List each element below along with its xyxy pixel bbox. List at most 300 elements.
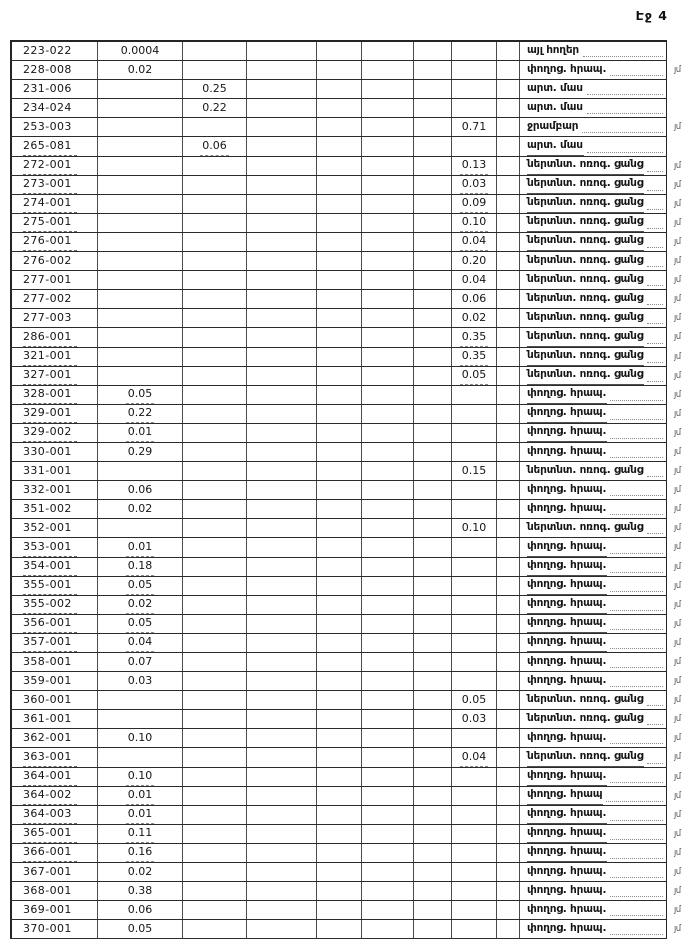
table-row <box>10 653 681 672</box>
value-cell-col2 <box>98 768 183 786</box>
dotted-leader <box>610 453 663 458</box>
value-cell-col3 <box>183 309 247 327</box>
value-cell-col4 <box>247 519 317 537</box>
dotted-leader <box>647 358 663 363</box>
value-cell-col6 <box>362 538 414 556</box>
value-cell-col5 <box>317 195 362 213</box>
value-cell-col4 <box>247 252 317 270</box>
value-cell-col9 <box>497 481 520 499</box>
parcel-code: 328-001 <box>23 386 77 404</box>
value-cell-col6 <box>362 348 414 366</box>
area-value: 0.06 <box>460 290 489 308</box>
table-row <box>10 252 681 271</box>
parcel-code: 357-001 <box>23 634 77 652</box>
parcel-code-cell <box>10 252 98 270</box>
value-cell-col3 <box>183 290 247 308</box>
value-cell-col2 <box>98 348 183 366</box>
margin-mark: յմ <box>674 313 681 324</box>
margin-mark: յմ <box>674 580 681 591</box>
value-cell-col7 <box>414 672 452 690</box>
parcel-code-cell <box>10 768 98 786</box>
land-use-text: ներտնտ. ոռոգ. ցանց <box>527 157 644 175</box>
margin-mark: յմ <box>674 695 681 706</box>
value-cell-col2 <box>98 844 183 862</box>
land-use-cell <box>520 233 667 251</box>
value-cell-col5 <box>317 176 362 194</box>
land-use-cell <box>520 596 667 614</box>
value-cell-col9 <box>497 99 520 117</box>
parcel-code-cell <box>10 386 98 404</box>
margin-mark: յմ <box>674 408 681 419</box>
parcel-code: 332-001 <box>23 481 77 499</box>
value-cell-col3 <box>183 844 247 862</box>
land-use-cell <box>520 577 667 595</box>
value-cell-col4 <box>247 901 317 919</box>
parcel-code: 367-001 <box>23 863 77 881</box>
value-cell-col2 <box>98 825 183 843</box>
value-cell-col7 <box>414 271 452 289</box>
dotted-leader <box>610 510 663 515</box>
table-row <box>10 176 681 195</box>
value-cell-col7 <box>414 500 452 518</box>
value-cell-col5 <box>317 844 362 862</box>
dotted-leader <box>647 262 663 267</box>
area-value: 0.10 <box>126 729 155 747</box>
land-use-cell <box>520 348 667 366</box>
margin-mark: յմ <box>674 561 681 572</box>
dotted-leader <box>610 739 663 744</box>
land-use-cell <box>520 137 667 155</box>
margin-mark: յմ <box>674 217 681 228</box>
land-use-cell <box>520 748 667 766</box>
dotted-leader <box>647 720 663 725</box>
table-row <box>10 386 681 405</box>
parcel-code: 228-008 <box>23 61 77 79</box>
area-value: 0.20 <box>460 252 489 270</box>
value-cell-col9 <box>497 558 520 576</box>
dotted-leader <box>647 339 663 344</box>
value-cell-col5 <box>317 500 362 518</box>
margin-mark: յմ <box>674 466 681 477</box>
value-cell-col5 <box>317 118 362 136</box>
land-use-cell <box>520 538 667 556</box>
margin-mark: յմ <box>674 847 681 858</box>
parcel-code: 223-022 <box>23 42 77 60</box>
land-use-cell <box>520 768 667 786</box>
value-cell-col6 <box>362 500 414 518</box>
value-cell-col3 <box>183 787 247 805</box>
margin-mark: յմ <box>674 198 681 209</box>
parcel-code-cell <box>10 462 98 480</box>
area-value: 0.05 <box>126 386 155 404</box>
value-cell-col4 <box>247 748 317 766</box>
table-row <box>10 844 681 863</box>
land-use-text: փողոց. հրապ. <box>527 844 607 862</box>
value-cell-col4 <box>247 42 317 60</box>
dotted-leader <box>610 606 663 611</box>
value-cell-col8 <box>452 634 497 652</box>
value-cell-col8 <box>452 768 497 786</box>
value-cell-col6 <box>362 634 414 652</box>
value-cell-col6 <box>362 710 414 728</box>
parcel-code-cell <box>10 691 98 709</box>
value-cell-col6 <box>362 844 414 862</box>
area-value: 0.05 <box>126 577 155 595</box>
value-cell-col6 <box>362 157 414 175</box>
value-cell-col5 <box>317 825 362 843</box>
land-use-text: փողոց. հրապ. <box>527 729 607 747</box>
value-cell-col3 <box>183 519 247 537</box>
value-cell-col5 <box>317 252 362 270</box>
area-value: 0.04 <box>126 634 155 652</box>
value-cell-col5 <box>317 214 362 232</box>
value-cell-col2 <box>98 328 183 346</box>
value-cell-col8 <box>452 214 497 232</box>
parcel-code: 321-001 <box>23 348 77 366</box>
table-row <box>10 634 681 653</box>
parcel-code: 369-001 <box>23 901 77 919</box>
value-cell-col7 <box>414 634 452 652</box>
dotted-leader <box>647 472 663 477</box>
value-cell-col8 <box>452 577 497 595</box>
land-use-text: փողոց. հրապ. <box>527 768 607 786</box>
table-row <box>10 290 681 309</box>
value-cell-col2 <box>98 729 183 747</box>
value-cell-col6 <box>362 443 414 461</box>
value-cell-col6 <box>362 290 414 308</box>
value-cell-col9 <box>497 901 520 919</box>
parcel-code-cell <box>10 195 98 213</box>
table-row <box>10 137 667 156</box>
value-cell-col7 <box>414 920 452 938</box>
value-cell-col4 <box>247 137 317 155</box>
land-use-text: փողոց. հրապ. <box>527 615 607 633</box>
value-cell-col3 <box>183 214 247 232</box>
value-cell-col4 <box>247 710 317 728</box>
value-cell-col2 <box>98 214 183 232</box>
parcel-code: 354-001 <box>23 558 77 576</box>
margin-mark: յմ <box>674 637 681 648</box>
value-cell-col5 <box>317 424 362 442</box>
land-use-text: ներտնտ. ոռոգ. ցանց <box>527 710 644 728</box>
table-row <box>10 672 681 691</box>
dotted-leader <box>610 625 663 630</box>
margin-mark: յմ <box>674 294 681 305</box>
land-use-cell <box>520 118 667 136</box>
value-cell-col3 <box>183 348 247 366</box>
value-cell-col5 <box>317 99 362 117</box>
land-use-cell <box>520 691 667 709</box>
value-cell-col5 <box>317 691 362 709</box>
land-use-text: ներտնտ. ոռոգ. ցանց <box>527 233 644 251</box>
parcel-code: 365-001 <box>23 825 77 843</box>
value-cell-col7 <box>414 691 452 709</box>
value-cell-col8 <box>452 558 497 576</box>
area-value: 0.10 <box>460 214 489 232</box>
value-cell-col7 <box>414 157 452 175</box>
parcel-code-cell <box>10 863 98 881</box>
parcel-code-cell <box>10 558 98 576</box>
value-cell-col4 <box>247 577 317 595</box>
value-cell-col7 <box>414 252 452 270</box>
value-cell-col4 <box>247 386 317 404</box>
table-row <box>10 538 681 557</box>
area-value: 0.03 <box>460 710 489 728</box>
value-cell-col6 <box>362 519 414 537</box>
dotted-leader <box>610 434 663 439</box>
value-cell-col7 <box>414 787 452 805</box>
value-cell-col5 <box>317 61 362 79</box>
margin-mark: յմ <box>674 790 681 801</box>
value-cell-col7 <box>414 42 452 60</box>
land-use-text: ներտնտ. ոռոգ. ցանց <box>527 309 644 327</box>
parcel-code-cell <box>10 99 98 117</box>
value-cell-col8 <box>452 137 497 155</box>
margin-mark: յմ <box>674 370 681 381</box>
land-use-cell <box>520 462 667 480</box>
value-cell-col6 <box>362 309 414 327</box>
value-cell-col4 <box>247 920 317 938</box>
land-use-text: արտ. մաս <box>527 137 584 155</box>
value-cell-col7 <box>414 328 452 346</box>
value-cell-col2 <box>98 118 183 136</box>
parcel-code-cell <box>10 615 98 633</box>
value-cell-col8 <box>452 290 497 308</box>
value-cell-col3 <box>183 825 247 843</box>
value-cell-col4 <box>247 806 317 824</box>
table-row <box>10 500 681 519</box>
value-cell-col6 <box>362 787 414 805</box>
value-cell-col2 <box>98 386 183 404</box>
value-cell-col5 <box>317 405 362 423</box>
value-cell-col3 <box>183 386 247 404</box>
value-cell-col7 <box>414 519 452 537</box>
value-cell-col6 <box>362 748 414 766</box>
value-cell-col9 <box>497 844 520 862</box>
value-cell-col4 <box>247 500 317 518</box>
value-cell-col8 <box>452 195 497 213</box>
value-cell-col6 <box>362 863 414 881</box>
value-cell-col6 <box>362 252 414 270</box>
value-cell-col7 <box>414 577 452 595</box>
parcel-code: 329-001 <box>23 405 77 423</box>
value-cell-col7 <box>414 348 452 366</box>
value-cell-col9 <box>497 386 520 404</box>
value-cell-col4 <box>247 195 317 213</box>
parcel-code: 330-001 <box>23 443 77 461</box>
value-cell-col7 <box>414 558 452 576</box>
margin-mark: յմ <box>674 714 681 725</box>
parcel-code: 368-001 <box>23 882 77 900</box>
parcel-code: 361-001 <box>23 710 77 728</box>
value-cell-col4 <box>247 825 317 843</box>
value-cell-col2 <box>98 538 183 556</box>
value-cell-col2 <box>98 367 183 385</box>
value-cell-col8 <box>452 252 497 270</box>
land-use-text: փողոց. հրապ. <box>527 405 607 423</box>
value-cell-col4 <box>247 538 317 556</box>
value-cell-col6 <box>362 481 414 499</box>
table-row <box>10 920 681 939</box>
value-cell-col2 <box>98 271 183 289</box>
parcel-code: 276-001 <box>23 233 77 251</box>
value-cell-col9 <box>497 825 520 843</box>
land-use-cell <box>520 787 667 805</box>
table-row <box>10 405 681 424</box>
value-cell-col3 <box>183 615 247 633</box>
dotted-leader <box>587 148 663 153</box>
value-cell-col8 <box>452 787 497 805</box>
parcel-code: 253-003 <box>23 118 77 136</box>
parcel-code: 355-002 <box>23 596 77 614</box>
value-cell-col4 <box>247 61 317 79</box>
land-use-text: ներտնտ. ոռոգ. ցանց <box>527 176 644 194</box>
land-use-text: արտ. մաս <box>527 99 584 117</box>
parcel-code: 277-001 <box>23 271 77 289</box>
value-cell-col2 <box>98 42 183 60</box>
value-cell-col4 <box>247 443 317 461</box>
land-use-cell <box>520 920 667 938</box>
value-cell-col6 <box>362 99 414 117</box>
value-cell-col6 <box>362 729 414 747</box>
land-use-cell <box>520 424 667 442</box>
land-use-cell <box>520 157 667 175</box>
value-cell-col9 <box>497 691 520 709</box>
value-cell-col4 <box>247 405 317 423</box>
value-cell-col3 <box>183 691 247 709</box>
dotted-leader <box>610 835 663 840</box>
value-cell-col6 <box>362 137 414 155</box>
value-cell-col5 <box>317 710 362 728</box>
value-cell-col4 <box>247 672 317 690</box>
area-value: 0.22 <box>200 99 229 117</box>
land-use-text: ներտնտ. ոռոգ. ցանց <box>527 252 644 270</box>
table-row <box>10 443 681 462</box>
margin-mark: յմ <box>674 905 681 916</box>
dotted-leader <box>610 71 663 76</box>
table-row <box>10 157 681 176</box>
land-use-text: փողոց. հրապ. <box>527 481 607 499</box>
table-row <box>10 309 681 328</box>
table-row <box>10 424 681 443</box>
value-cell-col4 <box>247 653 317 671</box>
value-cell-col9 <box>497 290 520 308</box>
parcel-code: 265-081 <box>23 137 77 155</box>
value-cell-col4 <box>247 729 317 747</box>
parcel-code: 358-001 <box>23 653 77 671</box>
value-cell-col9 <box>497 176 520 194</box>
value-cell-col5 <box>317 290 362 308</box>
parcel-code: 364-001 <box>23 768 77 786</box>
value-cell-col9 <box>497 195 520 213</box>
land-use-cell <box>520 405 667 423</box>
parcel-code: 353-001 <box>23 538 77 556</box>
parcel-code-cell <box>10 920 98 938</box>
table-row <box>10 748 681 767</box>
value-cell-col5 <box>317 462 362 480</box>
parcel-code: 360-001 <box>23 691 77 709</box>
parcel-code: 234-024 <box>23 99 77 117</box>
value-cell-col6 <box>362 901 414 919</box>
land-use-cell <box>520 309 667 327</box>
value-cell-col9 <box>497 405 520 423</box>
parcel-code: 274-001 <box>23 195 77 213</box>
value-cell-col3 <box>183 577 247 595</box>
parcel-code: 286-001 <box>23 328 77 346</box>
margin-mark: յմ <box>674 179 681 190</box>
land-use-text: փողոց. հրապ. <box>527 577 607 595</box>
table-row <box>10 882 681 901</box>
value-cell-col4 <box>247 233 317 251</box>
land-use-cell <box>520 195 667 213</box>
land-use-cell <box>520 844 667 862</box>
parcel-code: 370-001 <box>23 920 77 938</box>
value-cell-col9 <box>497 348 520 366</box>
value-cell-col3 <box>183 42 247 60</box>
parcel-code-cell <box>10 806 98 824</box>
margin-mark: յմ <box>674 236 681 247</box>
value-cell-col5 <box>317 80 362 98</box>
margin-mark: յմ <box>674 733 681 744</box>
parcel-code-cell <box>10 233 98 251</box>
dotted-leader <box>647 319 663 324</box>
value-cell-col3 <box>183 710 247 728</box>
value-cell-col5 <box>317 558 362 576</box>
value-cell-col6 <box>362 806 414 824</box>
land-use-text: փողոց. հրապ. <box>527 61 607 79</box>
dotted-leader <box>610 663 663 668</box>
value-cell-col7 <box>414 367 452 385</box>
land-use-text: այլ հողեր <box>527 42 580 60</box>
dotted-leader <box>610 892 663 897</box>
land-use-text: փողոց. հրապ. <box>527 634 607 652</box>
dotted-leader <box>610 816 663 821</box>
value-cell-col9 <box>497 443 520 461</box>
margin-mark: յմ <box>674 256 681 267</box>
dotted-leader <box>610 854 663 859</box>
parcel-code-cell <box>10 500 98 518</box>
margin-mark: յմ <box>674 427 681 438</box>
land-use-cell <box>520 500 667 518</box>
value-cell-col2 <box>98 710 183 728</box>
value-cell-col3 <box>183 634 247 652</box>
value-cell-col4 <box>247 481 317 499</box>
margin-mark: յմ <box>674 446 681 457</box>
land-use-text: փողոց. հրապ. <box>527 443 607 461</box>
area-value: 0.35 <box>460 348 489 366</box>
margin-mark: յմ <box>674 618 681 629</box>
value-cell-col9 <box>497 748 520 766</box>
margin-mark: յմ <box>674 886 681 897</box>
value-cell-col7 <box>414 290 452 308</box>
area-value: 0.16 <box>126 844 155 862</box>
value-cell-col3 <box>183 653 247 671</box>
value-cell-col8 <box>452 424 497 442</box>
value-cell-col8 <box>452 748 497 766</box>
land-use-text: փողոց. հրապ. <box>527 920 607 938</box>
value-cell-col2 <box>98 882 183 900</box>
area-value: 0.07 <box>126 653 155 671</box>
land-use-text: ներտնտ. ոռոգ. ցանց <box>527 195 644 213</box>
parcel-code: 273-001 <box>23 176 77 194</box>
value-cell-col6 <box>362 462 414 480</box>
value-cell-col6 <box>362 768 414 786</box>
value-cell-col8 <box>452 500 497 518</box>
value-cell-col4 <box>247 309 317 327</box>
table-row <box>10 806 681 825</box>
table-row <box>10 61 681 80</box>
table-row <box>10 80 667 99</box>
